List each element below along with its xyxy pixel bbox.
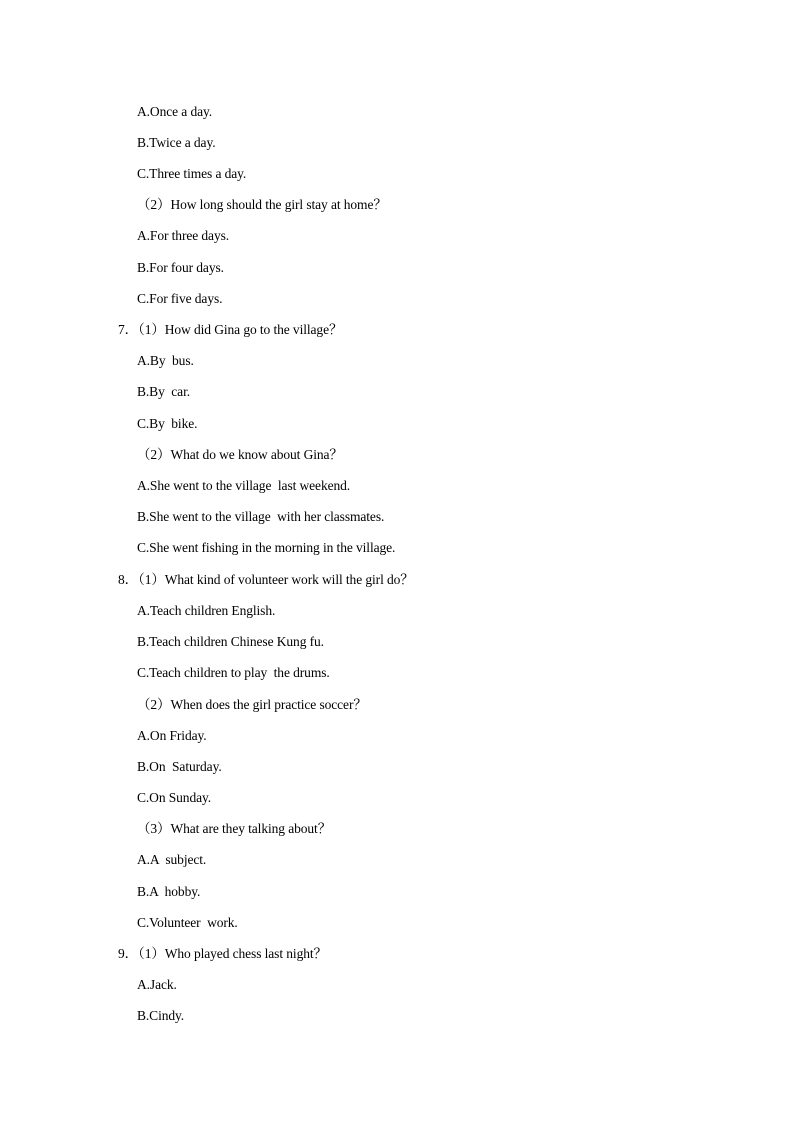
option-b-car: B.By car. [137, 384, 190, 399]
question-8-2: （2）When does the girl practice soccer？ [137, 697, 367, 712]
option-c-three-times-a-day: C.Three times a day. [137, 166, 247, 181]
option-a-once-a-day: A.Once a day. [137, 104, 213, 119]
question-7-2: （2）What do we know about Gina？ [137, 447, 343, 462]
option-c-five-days: C.For five days. [137, 291, 223, 306]
option-a-last-weekend: A.She went to the village last weekend. [137, 478, 351, 493]
option-c-drums: C.Teach children to play the drums. [137, 665, 330, 680]
option-b-with-classmates: B.She went to the village with her classmates. [137, 509, 385, 524]
option-b-twice-a-day: B.Twice a day. [137, 135, 216, 150]
option-a-bus: A.By bus. [137, 353, 194, 368]
option-c-sunday: C.On Sunday. [137, 790, 212, 805]
option-a-friday: A.On Friday. [137, 728, 207, 743]
option-b-kung-fu: B.Teach children Chinese Kung fu. [137, 634, 324, 649]
question-9-1: 9．（1）Who played chess last night？ [118, 946, 327, 961]
option-b-four-days: B.For four days. [137, 260, 224, 275]
option-b-hobby: B.A hobby. [137, 884, 201, 899]
option-c-volunteer-work: C.Volunteer work. [137, 915, 238, 930]
question-7-1: 7．（1）How did Gina go to the village？ [118, 322, 343, 337]
option-c-went-fishing: C.She went fishing in the morning in the village. [137, 540, 396, 555]
option-a-english: A.Teach children English. [137, 603, 276, 618]
question-6-2: （2）How long should the girl stay at home？ [137, 197, 387, 212]
question-8-3: （3）What are they talking about？ [137, 821, 332, 836]
option-b-cindy: B.Cindy. [137, 1008, 185, 1023]
option-a-subject: A.A subject. [137, 852, 207, 867]
option-b-saturday: B.On Saturday. [137, 759, 222, 774]
option-c-bike: C.By bike. [137, 416, 198, 431]
option-a-three-days: A.For three days. [137, 228, 230, 243]
question-8-1: 8．（1）What kind of volunteer work will the girl do？ [118, 572, 414, 587]
option-a-jack: A.Jack. [137, 977, 177, 992]
